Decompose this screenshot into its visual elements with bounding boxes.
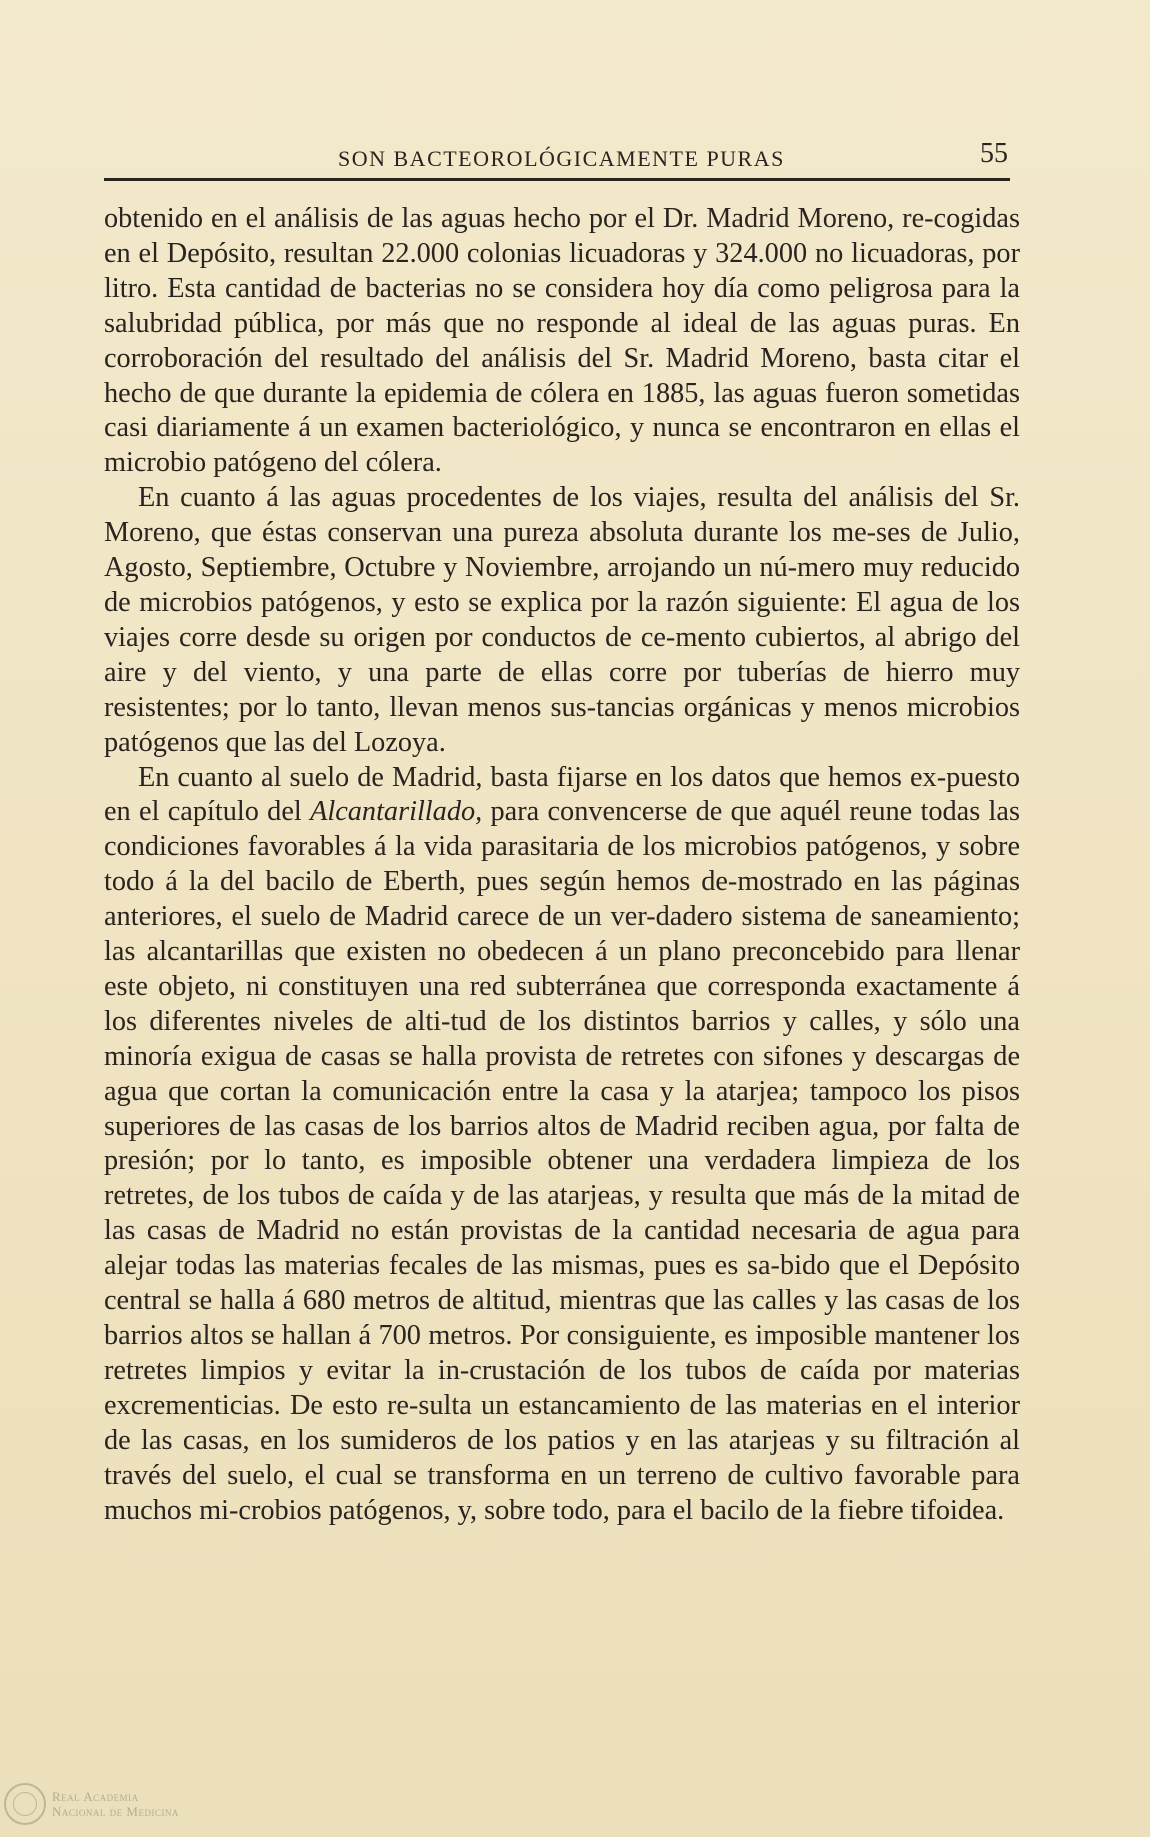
stamp-line-2: Nacional de Medicina <box>52 1804 179 1819</box>
text-run: para convencerse de que aquél reune todas las condiciones favorables á la vida parasitaria de los microbios patógenos, y sobre todo á la del bacilo de Eberth, pues según hemos de-mostrado en las páginas anteriores, el suelo de Madrid carece de un ver-dadero sistema de saneamiento; las alcantarillas que existen no obedecen á un plano preconcebido para llenar este objeto, ni constituyen una red subterránea que corresponda exactamente á los diferentes niveles de alti-tud de los distintos barrios y calles, y sólo una minoría exigua de casas se halla provista de retretes con sifones y descargas de agua que cortan la comunicación entre la casa y la atarjea; tampoco los pisos superiores de las casas de los barrios altos de Madrid reciben agua, por falta de presión; por lo tanto, es imposible obtener una verdadera limpieza de los retretes, de los tubos de caída y de las atarjeas, y resulta que más de la mitad de las casas de Madrid no están provistas de la cantidad necesaria de agua para alejar todas las materias fecales de las mismas, pues es sa-bido que el Depósito central se halla á 680 metros de altitud, mientras que las calles y las casas de los barrios altos se hallan á 700 metros. Por consiguiente, es imposible mantener los retretes limpios y evitar la in-crustación de los tubos de caída por materias excrementicias. De esto re-sulta un estancamiento de las materias en el interior de las casas, en los sumideros de los patios y en las atarjeas y su filtración al través del suelo, el cual se transforma en un terreno de cultivo favorable para muchos mi-crobios patógenos, y, sobre todo, para el bacilo de la fiebre tifoidea. <box>104 796 1020 1526</box>
library-stamp <box>4 1783 179 1825</box>
header-rule <box>104 178 1010 181</box>
text-run: obtenido en el análisis de las aguas hecho por el Dr. Madrid Moreno, re-cogidas en el Depósito, resultan 22.000 colonias licuadoras y 324.000 no licuadoras, por litro. Esta cantidad de bacterias no se considera hoy día como peligrosa para la salubridad pública, por más que no responde al ideal de las aguas puras. En corroboración del resultado del análisis del Sr. Madrid Moreno, basta citar el hecho de que durante la epidemia de cólera en 1885, las aguas fueron sometidas casi diariamente á un examen bacteriológico, y nunca se encontraron en ellas el microbio patógeno del cólera. <box>104 203 1020 479</box>
page-number: 55 <box>980 138 1008 169</box>
text-run: En cuanto al suelo de Madrid, basta fijarse en los datos que hemos ex-puesto en el capítulo del <box>104 761 1020 828</box>
seal-icon <box>4 1783 46 1825</box>
paragraph <box>104 202 1020 481</box>
italic-run: Alcantarillado, <box>310 796 483 828</box>
paragraph <box>104 481 1020 760</box>
stamp-line-1: Real Academia <box>52 1789 139 1804</box>
text-run: En cuanto á las aguas procedentes de los viajes, resulta del análisis del Sr. Moreno, que éstas conservan una pureza absoluta durante los me-ses de Julio, Agosto, Septiembre, Octubre y Noviembre, arrojando un nú-mero muy reducido de microbios patógenos, y esto se explica por la razón siguiente: El agua de los viajes corre desde su origen por conductos de ce-mento cubiertos, al abrigo del aire y del viento, y una parte de ellas corre por tuberías de hierro muy resistentes; por lo tanto, llevan menos sus-tancias orgánicas y menos microbios patógenos que las del Lozoya. <box>104 482 1020 758</box>
running-title: SON BACTEOROLÓGICAMENTE PURAS <box>338 146 785 171</box>
body-text <box>104 202 1020 1528</box>
paragraph <box>104 761 1020 1529</box>
